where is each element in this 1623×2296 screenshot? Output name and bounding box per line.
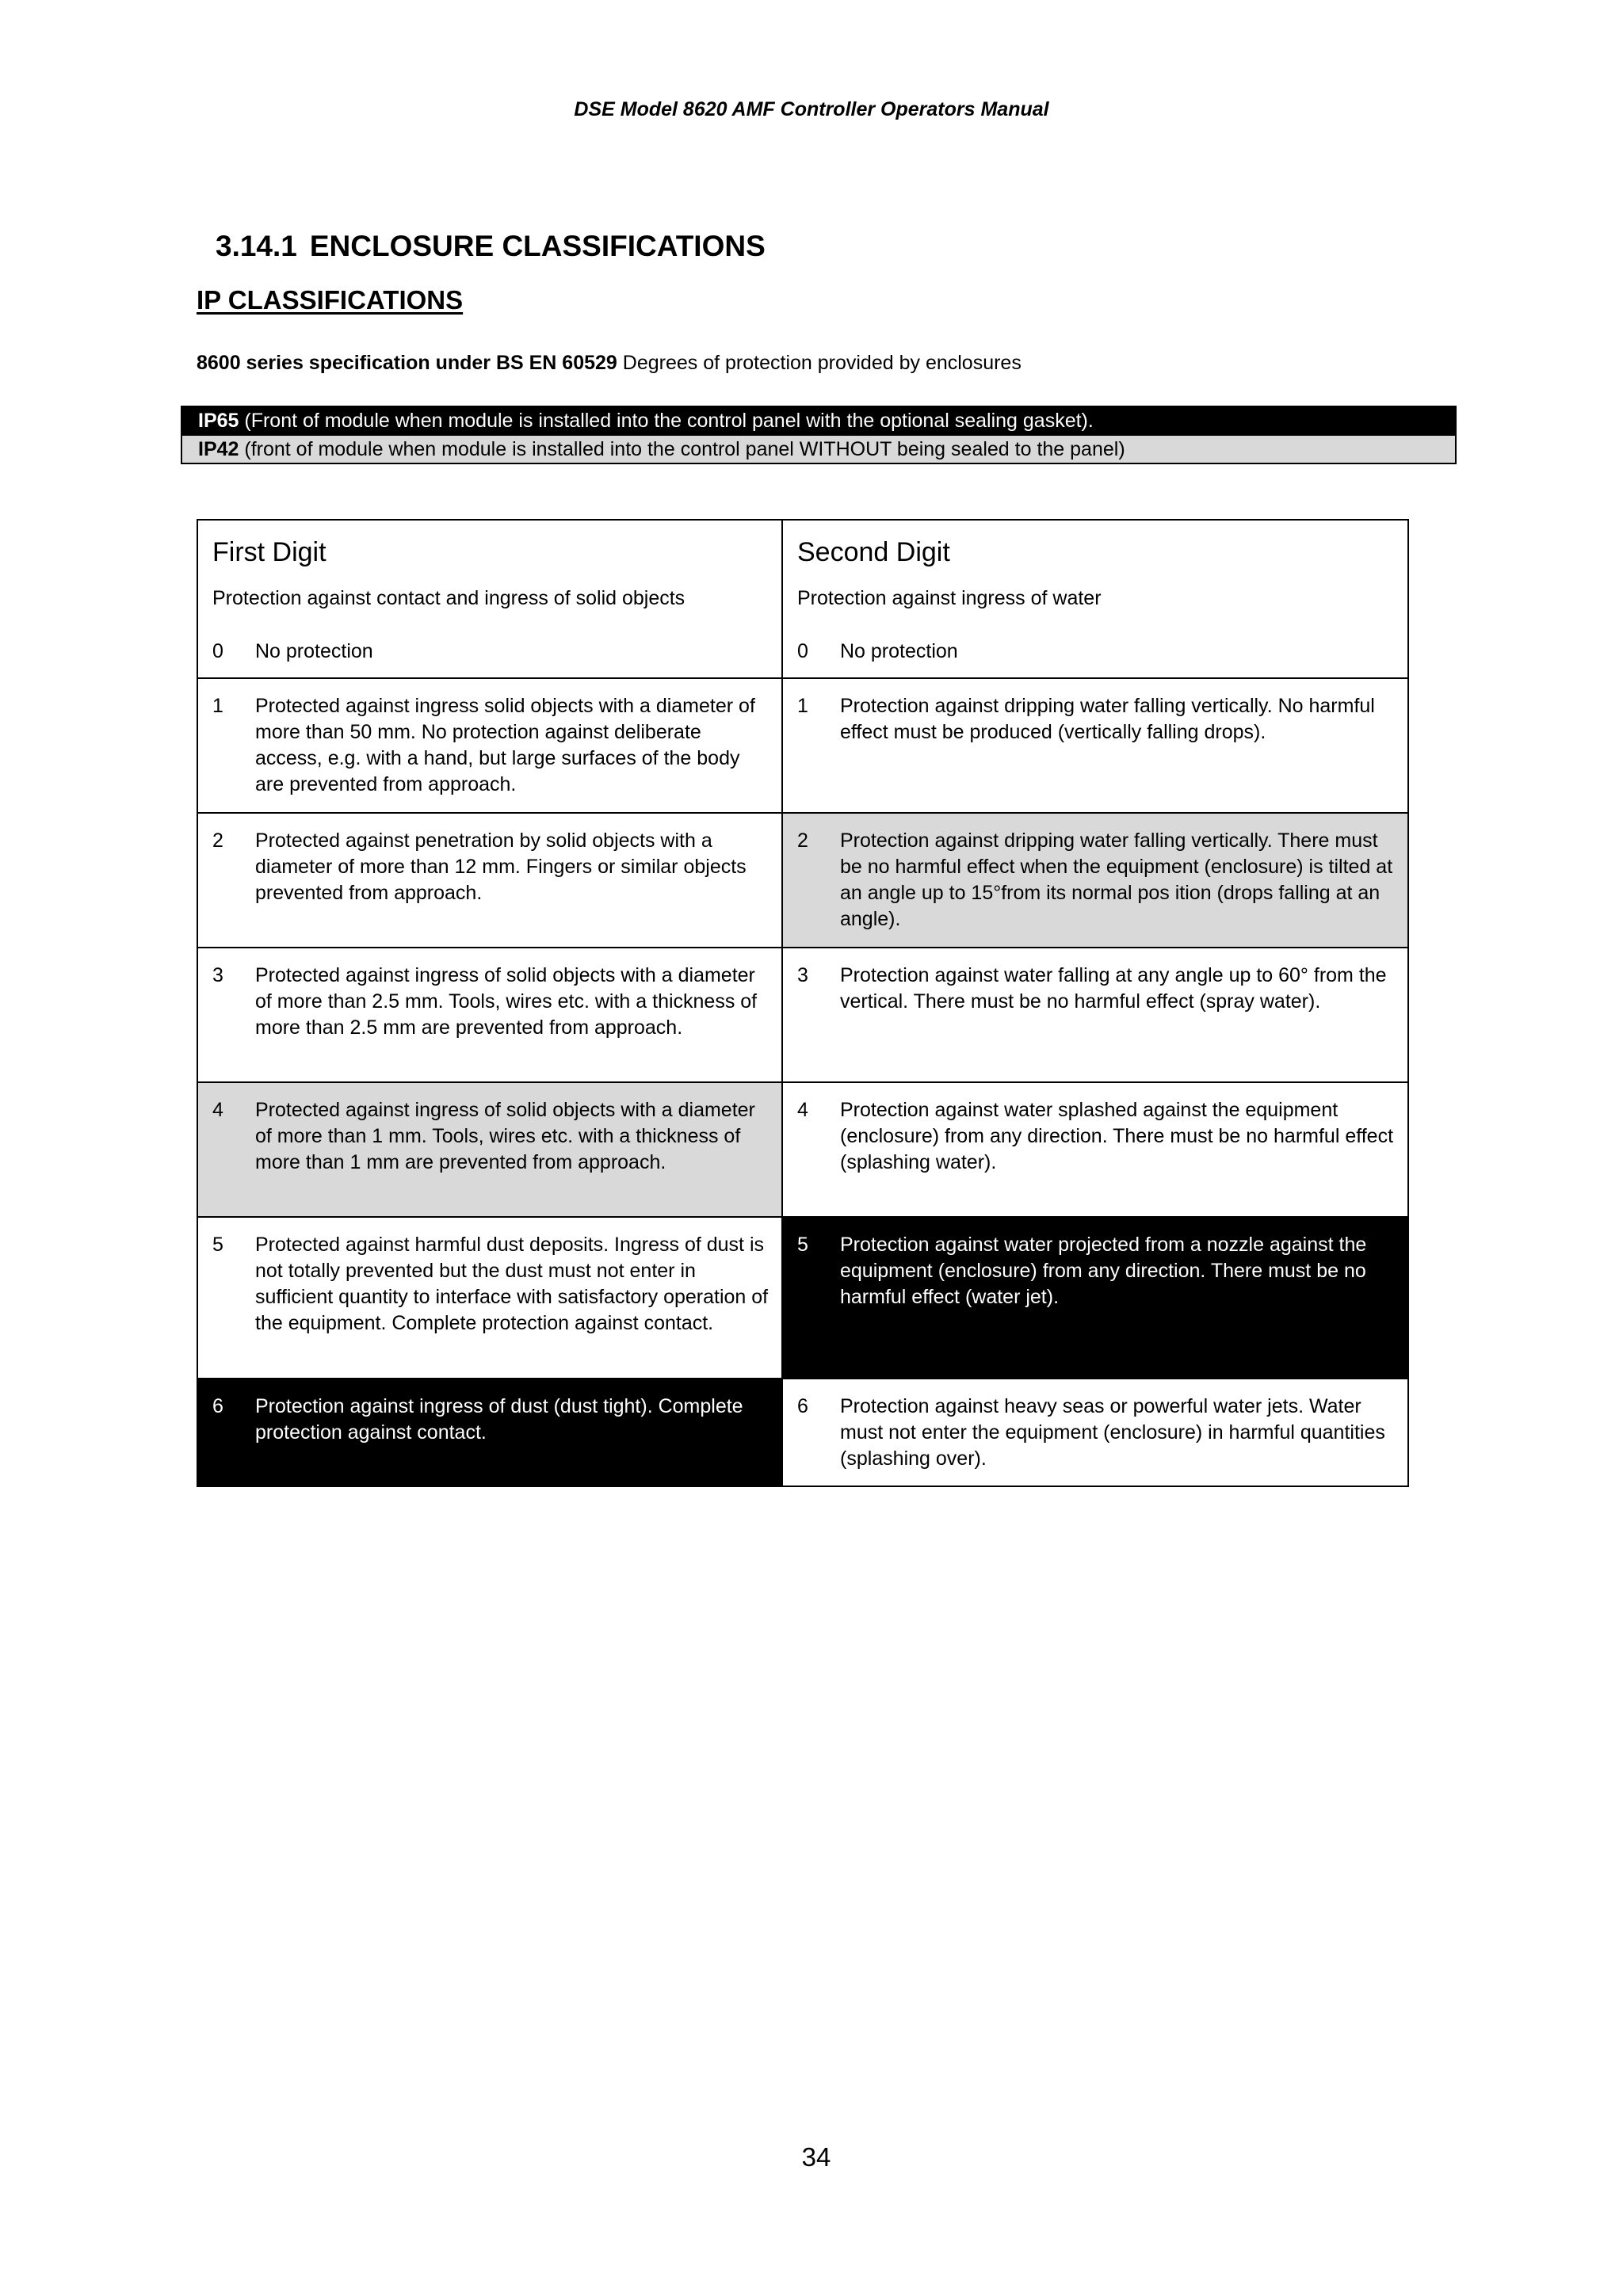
description: No protection [840, 640, 958, 662]
subsection-heading: IP CLASSIFICATIONS [197, 285, 464, 315]
ip-description: (front of module when module is installed into the control panel WITHOUT being sealed to the panel) [239, 438, 1125, 460]
first-digit-cell [197, 1217, 782, 1379]
table-row [197, 1379, 1408, 1486]
description: Protection against dripping water falling vertically. No harmful effect must be produced (vertically falling drops). [840, 695, 1375, 743]
digit: 2 [212, 830, 223, 852]
first-digit-header [197, 520, 782, 678]
second-digit-cell [782, 948, 1408, 1082]
column-subtitle: Protection against ingress of water [797, 587, 1102, 609]
description: Protection against dripping water falling vertically. There must be no harmful effect when the equipment (enclosure) is tilted at an angle up to 15°from its normal pos ition (drops falling at an angle). [840, 830, 1393, 930]
digit: 0 [797, 640, 808, 662]
second-digit-cell [782, 678, 1408, 813]
section-heading [216, 230, 766, 263]
table-row [197, 1217, 1408, 1379]
running-header: DSE Model 8620 AMF Controller Operators Manual [574, 98, 1049, 120]
table-header-row [197, 520, 1408, 678]
digit: 0 [212, 640, 223, 662]
table-row [197, 813, 1408, 948]
column-title: First Digit [212, 537, 327, 567]
description: Protected against ingress of solid objects with a diameter of more than 1 mm. Tools, wires etc. with a thickness of more than 1 mm are prevented from approach. [255, 1099, 755, 1173]
table-row [197, 678, 1408, 813]
spec-rest: Degrees of protection provided by enclosures [617, 352, 1022, 374]
digit: 5 [797, 1234, 808, 1256]
first-digit-cell-ip65 [197, 1379, 782, 1486]
digit: 2 [797, 830, 808, 852]
ip-code: IP42 [198, 438, 239, 460]
first-digit-cell [197, 678, 782, 813]
ip-description: (Front of module when module is installed into the control panel with the optional sealing gasket). [239, 410, 1094, 432]
first-digit-cell [197, 948, 782, 1082]
description: No protection [255, 640, 373, 662]
digit: 4 [797, 1099, 808, 1121]
ip-digit-table [197, 519, 1409, 1487]
ip-rating-box [181, 406, 1457, 464]
description: Protection against water projected from a nozzle against the equipment (enclosure) from any direction. There must be no harmful effect (water jet). [840, 1234, 1367, 1308]
description: Protection against ingress of dust (dust tight). Complete protection against contact. [255, 1395, 743, 1444]
spec-line [197, 352, 1022, 375]
section-title-text: ENCLOSURE CLASSIFICATIONS [309, 230, 766, 262]
digit: 1 [212, 695, 223, 717]
first-digit-cell-ip42 [197, 1082, 782, 1217]
column-subtitle: Protection against contact and ingress of solid objects [212, 587, 685, 609]
second-digit-cell [782, 1379, 1408, 1486]
digit: 5 [212, 1234, 223, 1256]
column-title: Second Digit [797, 537, 950, 567]
table-row [197, 1082, 1408, 1217]
digit: 6 [797, 1395, 808, 1417]
description: Protection against heavy seas or powerful water jets. Water must not enter the equipment (enclosure) in harmful quantities (splashing over). [840, 1395, 1385, 1470]
second-digit-cell-ip42 [782, 813, 1408, 948]
description: Protection against water splashed against the equipment (enclosure) from any direction. There must be no harmful effect (splashing water). [840, 1099, 1394, 1173]
second-digit-cell-ip65 [782, 1217, 1408, 1379]
description: Protected against ingress of solid objects with a diameter of more than 2.5 mm. Tools, wires etc. with a thickness of more than 2.5 mm are prevented from approach. [255, 964, 758, 1039]
ip-rating-ip42 [182, 434, 1455, 463]
ip-rating-ip65 [182, 407, 1455, 434]
digit: 3 [212, 964, 223, 986]
description: Protection against water falling at any angle up to 60° from the vertical. There must be no harmful effect (spray water). [840, 964, 1387, 1013]
description: Protected against penetration by solid objects with a diameter of more than 12 mm. Fingers or similar objects prevented from approach. [255, 830, 747, 904]
list-item [212, 639, 767, 665]
description: Protected against harmful dust deposits. Ingress of dust is not totally prevented but the dust must not enter in sufficient quantity to interface with satisfactory operation of the equipment. Complete protection against contact. [255, 1234, 769, 1334]
description: Protected against ingress solid objects with a diameter of more than 50 mm. No protection against deliberate access, e.g. with a hand, but large surfaces of the body are prevented from approach. [255, 695, 755, 795]
spec-bold: 8600 series specification under BS EN 60529 [197, 352, 617, 374]
first-digit-cell [197, 813, 782, 948]
digit: 6 [212, 1395, 223, 1417]
ip-code: IP65 [198, 410, 239, 432]
page-number: 34 [801, 2142, 831, 2172]
digit: 4 [212, 1099, 223, 1121]
second-digit-header [782, 520, 1408, 678]
table-row [197, 948, 1408, 1082]
digit: 1 [797, 695, 808, 717]
list-item [797, 639, 1393, 665]
digit: 3 [797, 964, 808, 986]
section-number: 3.14.1 [216, 230, 297, 262]
second-digit-cell [782, 1082, 1408, 1217]
